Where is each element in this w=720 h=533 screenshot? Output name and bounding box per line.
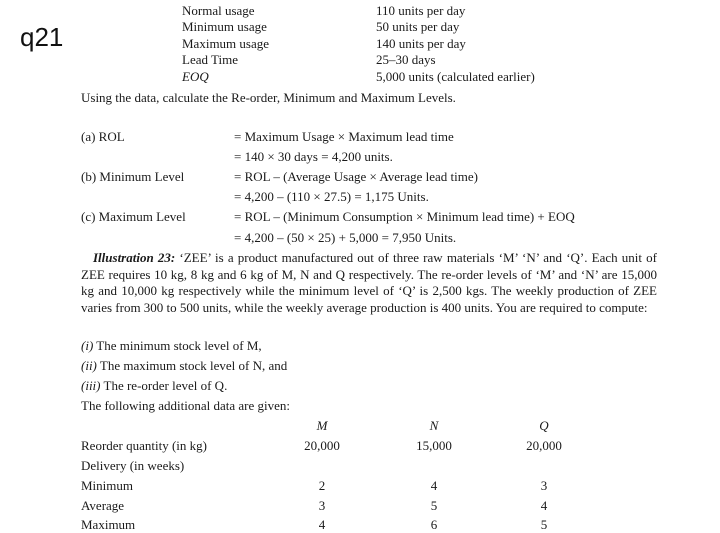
table-cell: 5 — [540, 517, 548, 532]
solution-line: = 4,200 – (110 × 27.5) = 1,175 Units. — [234, 189, 429, 204]
solution-label: (b) Minimum Level — [81, 169, 185, 184]
table-cell: 6 — [430, 517, 438, 532]
instruction-text: Using the data, calculate the Re-order, Minimum and Maximum Levels. — [81, 90, 456, 105]
given-label: Lead Time — [182, 52, 238, 67]
given-label: EOQ — [182, 69, 209, 84]
solution-label: (c) Maximum Level — [81, 209, 186, 224]
question-item — [81, 378, 227, 394]
table-header: Q — [539, 418, 549, 433]
solution-label-text: (a) ROL — [81, 129, 125, 144]
table-cell: 5 — [430, 498, 438, 513]
given-value: 50 units per day — [376, 19, 460, 34]
question-item — [81, 358, 287, 374]
given-value: 110 units per day — [376, 3, 466, 18]
question-text: The minimum stock level of M, — [96, 338, 262, 353]
solution-line: = 4,200 – (50 × 25) + 5,000 = 7,950 Units. — [234, 230, 457, 245]
table-cell: 2 — [318, 478, 326, 493]
table-row-label: Reorder quantity (in kg) — [81, 438, 207, 453]
given-value: 5,000 units (calculated earlier) — [376, 69, 535, 84]
given-value: 140 units per day — [376, 36, 466, 51]
solution-line: = ROL – (Minimum Consumption × Minimum lead time) + EOQ — [234, 209, 575, 224]
additional-data-text: The following additional data are given: — [81, 398, 291, 413]
question-text: The re-order level of Q. — [103, 378, 228, 393]
table-cell: 20,000 — [526, 438, 562, 453]
given-label: Minimum usage — [182, 19, 267, 34]
given-value: 25–30 days — [376, 52, 436, 67]
illustration-body: ‘ZEE’ is a product manufactured out of three raw materials ‘M’ ‘N’ and ‘Q’. Each unit of ZEE requires 10 kg, 8 kg and 6 kg of M, N and Q respectively. The re-order levels of ‘M’ and ‘N’ are 15,000 kg and 10,000 kg respectively while the minimum level of ‘Q’ is 2,500 kgs. The weekly production of ZEE varies from 300 to 500 units, while the weekly average production is 400 units. You are required to compute: — [81, 250, 658, 315]
table-row-label: Delivery (in weeks) — [81, 458, 185, 473]
question-text: The maximum stock level of N, and — [99, 358, 288, 373]
solution-line: = ROL – (Average Usage × Average lead time) — [234, 169, 478, 184]
table-cell: 4 — [540, 498, 548, 513]
given-label: Normal usage — [182, 3, 255, 18]
question-num: (ii) — [81, 358, 97, 373]
illustration-heading: Illustration 23: — [93, 250, 176, 265]
question-item — [81, 338, 262, 354]
illustration-paragraph — [81, 250, 657, 316]
table-cell: 4 — [430, 478, 438, 493]
solution-line: = Maximum Usage × Maximum lead time — [234, 129, 454, 144]
table-cell: 20,000 — [304, 438, 340, 453]
solution-line: = 140 × 30 days = 4,200 units. — [234, 149, 393, 164]
question-num: (i) — [81, 338, 94, 353]
table-row-label: Maximum — [81, 517, 136, 532]
question-num: (iii) — [81, 378, 101, 393]
table-cell: 4 — [318, 517, 326, 532]
table-row-label: Average — [81, 498, 125, 513]
table-row-label: Minimum — [81, 478, 134, 493]
table-cell: 15,000 — [416, 438, 452, 453]
table-cell: 3 — [540, 478, 548, 493]
table-header: M — [316, 418, 328, 433]
side-tag: q21 — [20, 22, 64, 52]
solution-label — [81, 129, 125, 145]
table-cell: 3 — [318, 498, 326, 513]
table-header: N — [429, 418, 439, 433]
given-label: Maximum usage — [182, 36, 270, 51]
